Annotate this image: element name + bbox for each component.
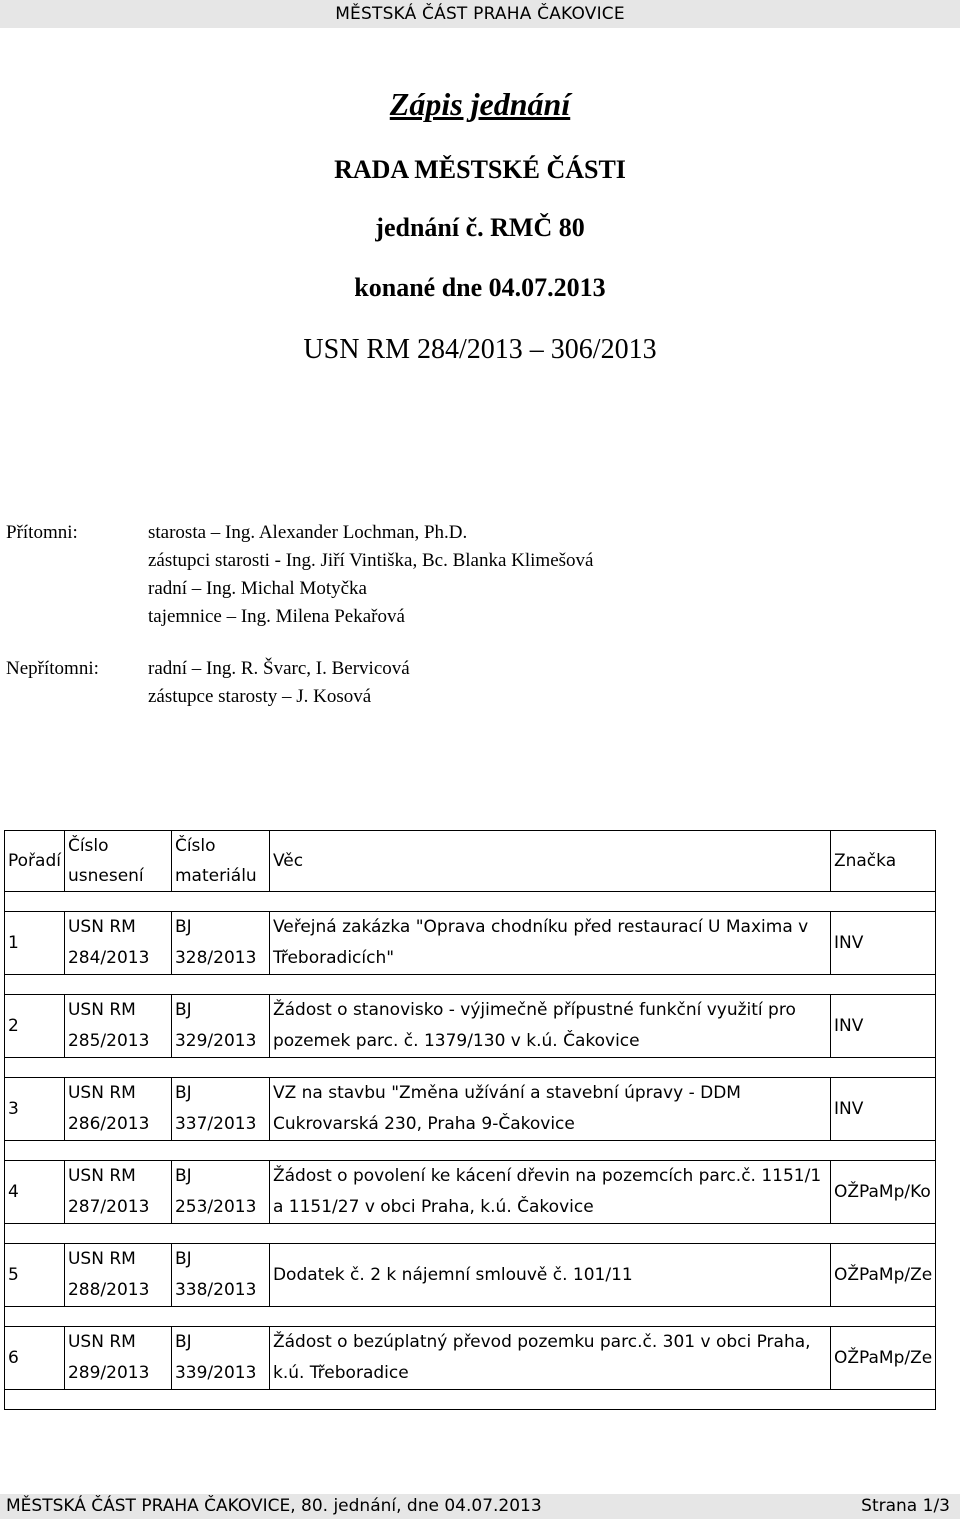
resolutions-table [4, 830, 936, 1410]
header-text: Číslo [174, 836, 216, 856]
page-footer [0, 1494, 960, 1519]
page-header-bar: MĚSTSKÁ ČÁST PRAHA ČAKOVICE [0, 0, 960, 28]
cell-usneseni [64, 912, 171, 975]
cell-text: 284/2013 [67, 948, 150, 968]
header-vec: Věc [269, 831, 830, 892]
cell-usneseni [64, 1327, 171, 1390]
cell-text: 328/2013 [174, 948, 257, 968]
cell-text: BJ [174, 1249, 192, 1269]
cell-text: USN RM [67, 917, 136, 937]
present-label: Přítomni: [6, 522, 78, 543]
cell-text: 337/2013 [174, 1114, 257, 1134]
cell-material [171, 1327, 269, 1390]
cell-text: 253/2013 [174, 1197, 257, 1217]
cell-material [171, 1078, 269, 1141]
document-title: Zápis jednání [389, 86, 571, 122]
cell-text: 288/2013 [67, 1280, 150, 1300]
meeting-date: konané dne 04.07.2013 [354, 273, 606, 302]
cell-vec: VZ na stavbu "Změna užívání a stavební úpravy - DDM Cukrovarská 230, Praha 9-Čakovice [269, 1078, 830, 1141]
cell-text: 287/2013 [67, 1197, 150, 1217]
cell-text: USN RM [67, 1000, 136, 1020]
table-row [5, 995, 936, 1058]
header-znacka: Značka [830, 831, 935, 892]
cell-text: BJ [174, 1000, 192, 1020]
table-row [5, 1161, 936, 1224]
present-person: tajemnice – Ing. Milena Pekařová [148, 606, 405, 627]
cell-usneseni [64, 995, 171, 1058]
cell-znacka: OŽPaMp/Ze [830, 1244, 935, 1307]
cell-text: BJ [174, 917, 192, 937]
absent-person: zástupce starosty – J. Kosová [148, 686, 372, 707]
cell-text: USN RM [67, 1249, 136, 1269]
cell-material [171, 995, 269, 1058]
cell-znacka: OŽPaMp/Ze [830, 1327, 935, 1390]
cell-poradi: 4 [5, 1161, 65, 1224]
cell-text: 339/2013 [174, 1363, 257, 1383]
cell-poradi: 6 [5, 1327, 65, 1390]
resolution-range: USN RM 284/2013 – 306/2013 [303, 334, 657, 365]
cell-poradi: 2 [5, 995, 65, 1058]
cell-text: USN RM [67, 1332, 136, 1352]
cell-znacka: OŽPaMp/Ko [830, 1161, 935, 1224]
table-row [5, 1327, 936, 1390]
council-name: RADA MĚSTSKÉ ČÁSTI [334, 155, 626, 184]
cell-text: BJ [174, 1166, 192, 1186]
cell-material [171, 912, 269, 975]
header-cislo-usneseni [64, 831, 171, 892]
meeting-number: jednání č. RMČ 80 [375, 213, 585, 242]
cell-usneseni [64, 1078, 171, 1141]
cell-text: BJ [174, 1332, 192, 1352]
cell-vec: Žádost o bezúplatný převod pozemku parc.č. 301 v obci Praha, k.ú. Třeboradice [269, 1327, 830, 1390]
table-header-row [5, 831, 936, 892]
present-person: starosta – Ing. Alexander Lochman, Ph.D. [148, 522, 468, 543]
header-text: usnesení [67, 866, 144, 886]
cell-usneseni [64, 1244, 171, 1307]
table-row [5, 912, 936, 975]
header-poradi: Pořadí [5, 831, 65, 892]
cell-znacka: INV [830, 995, 935, 1058]
cell-text: 285/2013 [67, 1031, 150, 1051]
cell-vec: Žádost o povolení ke kácení dřevin na pozemcích parc.č. 1151/1 a 1151/27 v obci Praha, k.ú. Čakovice [269, 1161, 830, 1224]
cell-poradi: 3 [5, 1078, 65, 1141]
cell-poradi: 5 [5, 1244, 65, 1307]
cell-material [171, 1161, 269, 1224]
cell-vec: Žádost o stanovisko - výjimečně přípustné funkční využití pro pozemek parc. č. 1379/130 v k.ú. Čakovice [269, 995, 830, 1058]
header-text: Číslo [67, 836, 109, 856]
cell-text: 289/2013 [67, 1363, 150, 1383]
cell-text: USN RM [67, 1166, 136, 1186]
absent-person: radní – Ing. R. Švarc, I. Bervicová [148, 658, 410, 679]
page-number: Strana 1/3 [861, 1496, 950, 1516]
cell-poradi: 1 [5, 912, 65, 975]
cell-text: BJ [174, 1083, 192, 1103]
present-person: radní – Ing. Michal Motyčka [148, 578, 367, 599]
header-text: materiálu [174, 866, 257, 886]
cell-text: 286/2013 [67, 1114, 150, 1134]
cell-vec: Veřejná zakázka "Oprava chodníku před restaurací U Maxima v Třeboradicích" [269, 912, 830, 975]
absent-label: Nepřítomni: [6, 658, 99, 679]
cell-text: USN RM [67, 1083, 136, 1103]
footer-left: MĚSTSKÁ ČÁST PRAHA ČAKOVICE, 80. jednání, dne 04.07.2013 [6, 1496, 542, 1516]
cell-usneseni [64, 1161, 171, 1224]
cell-znacka: INV [830, 912, 935, 975]
present-person: zástupci starosti - Ing. Jiří Vintiška, Bc. Blanka Klimešová [148, 550, 594, 571]
cell-vec: Dodatek č. 2 k nájemní smlouvě č. 101/11 [269, 1244, 830, 1307]
table-row [5, 1244, 936, 1307]
table-row [5, 1078, 936, 1141]
cell-material [171, 1244, 269, 1307]
header-cislo-materialu [171, 831, 269, 892]
cell-text: 329/2013 [174, 1031, 257, 1051]
cell-znacka: INV [830, 1078, 935, 1141]
cell-text: 338/2013 [174, 1280, 257, 1300]
